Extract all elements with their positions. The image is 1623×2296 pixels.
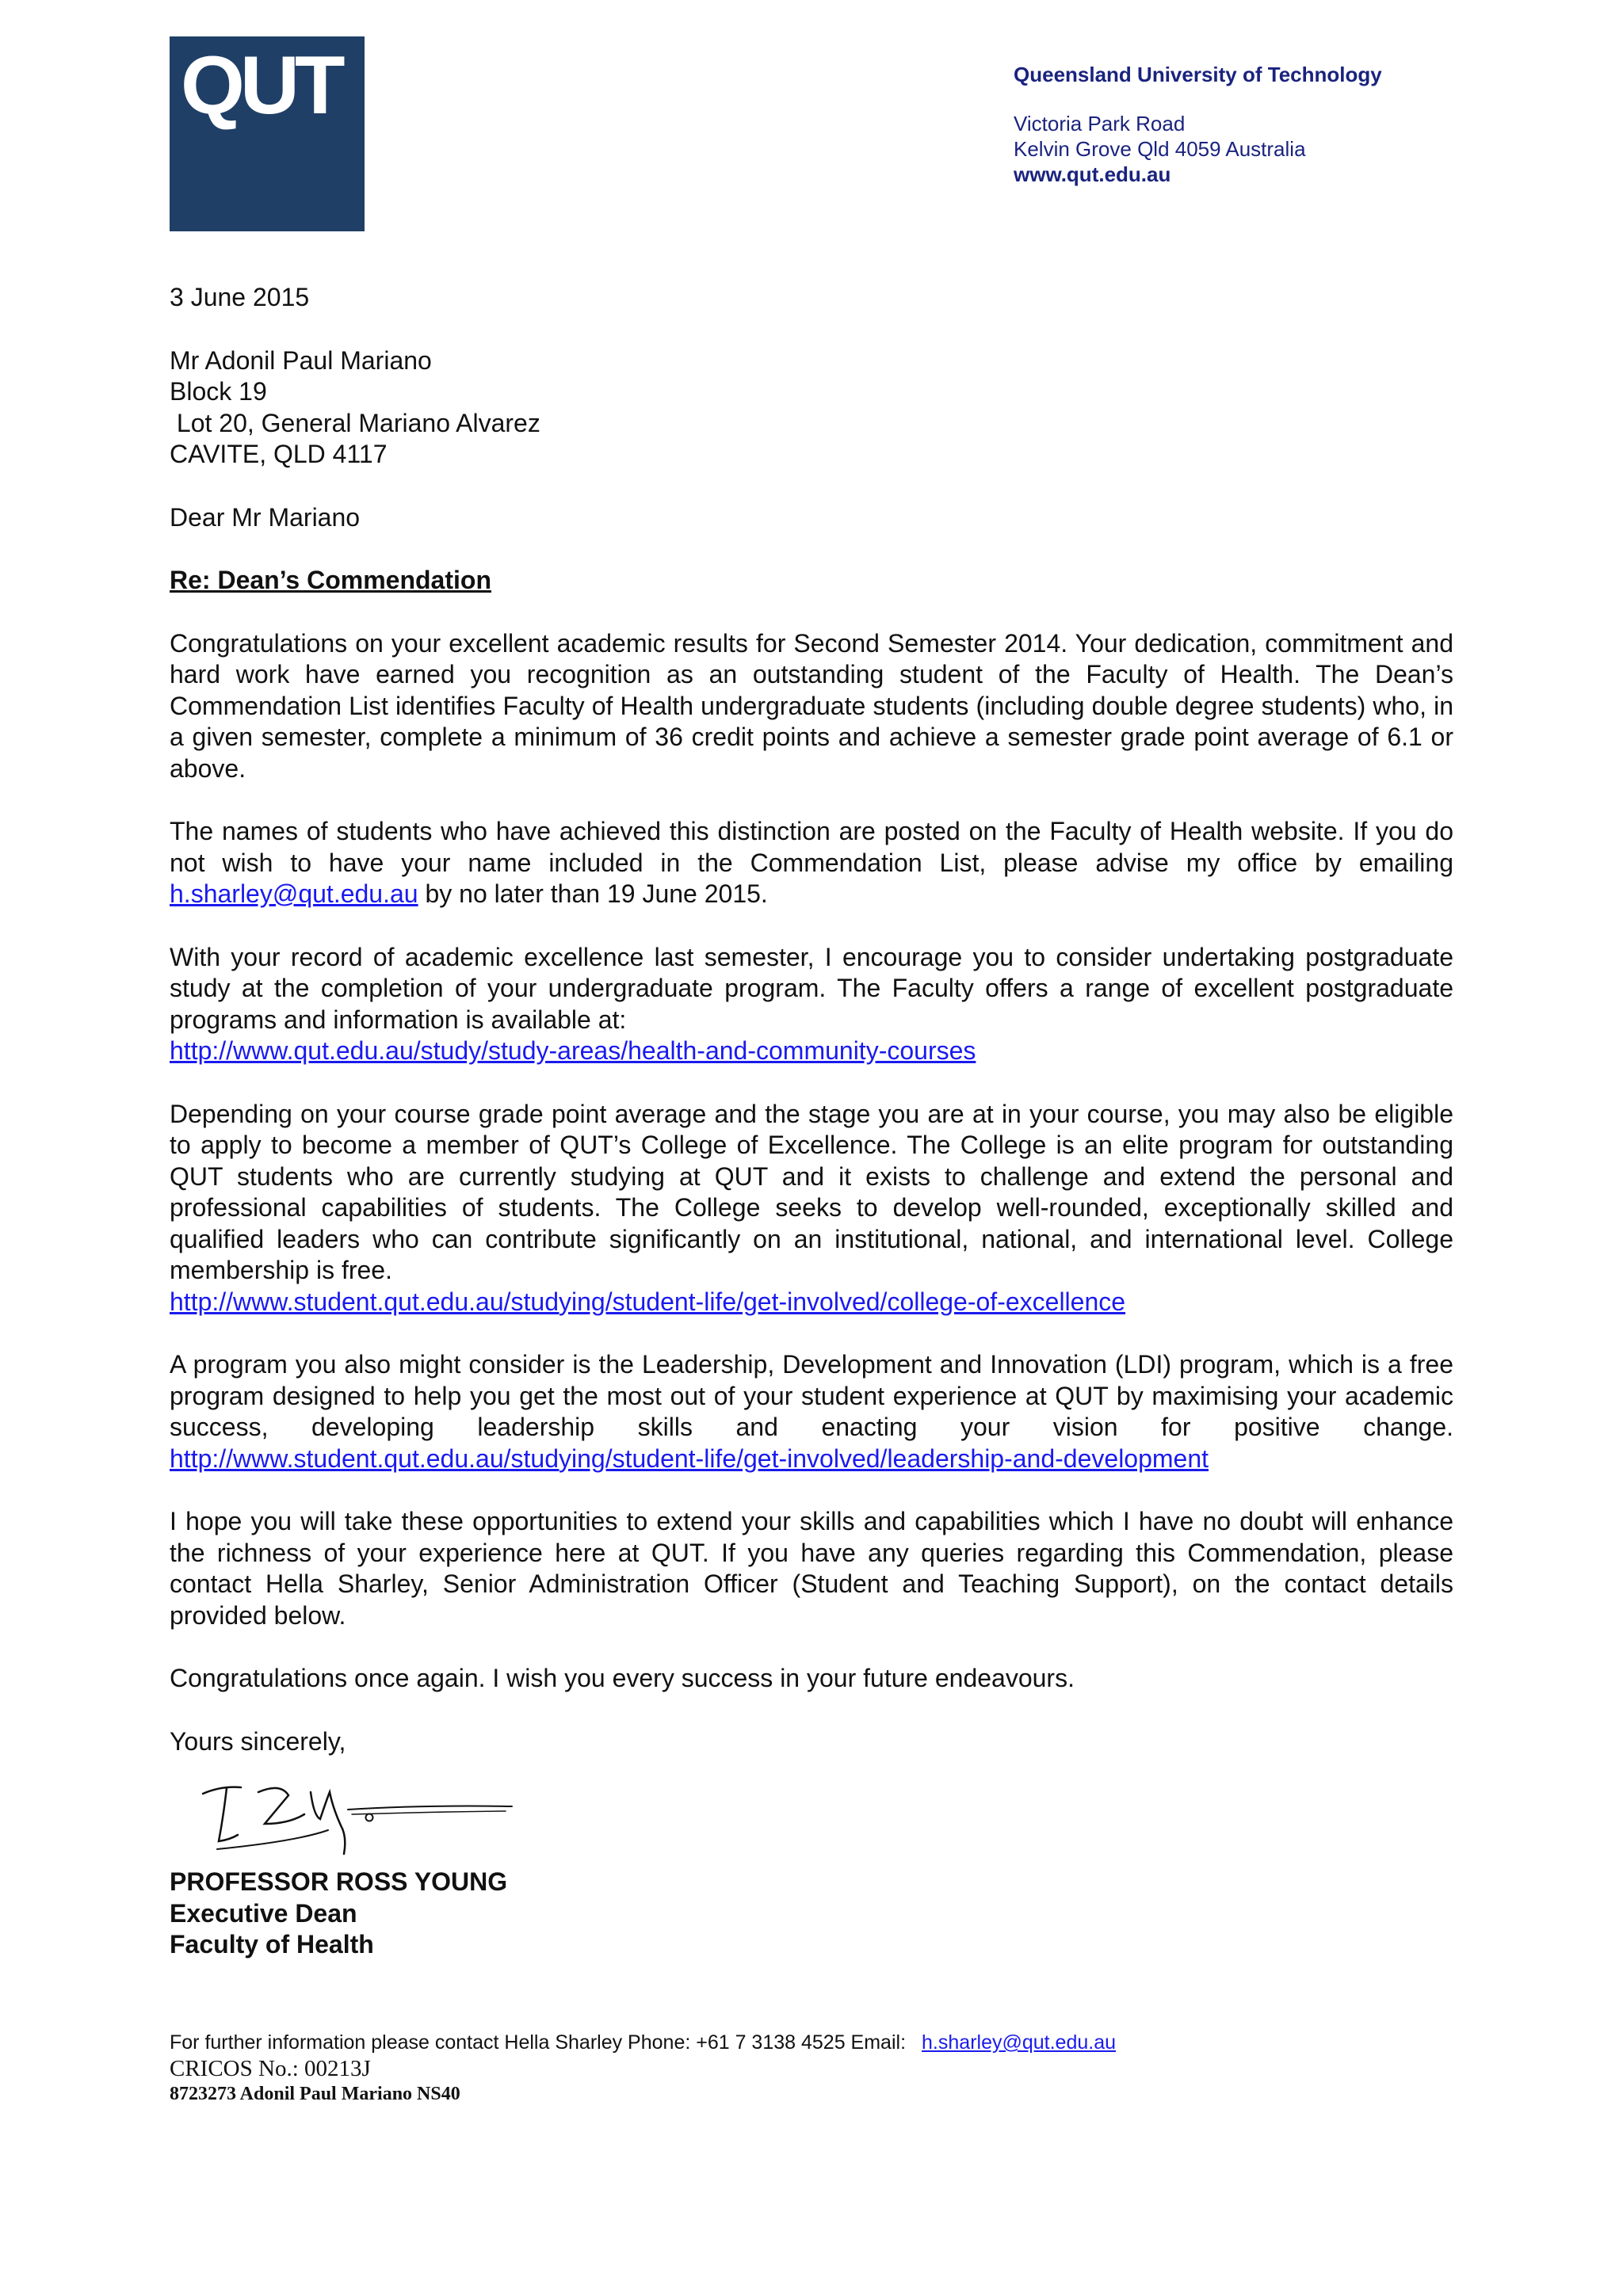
paragraph-4-link-line [170, 1287, 1453, 1318]
university-website: www.qut.edu.au [1014, 162, 1171, 186]
qut-logo-text: QUT [181, 40, 341, 132]
paragraph-7: Congratulations once again. I wish you every success in your future endeavours. [170, 1664, 1075, 1692]
paragraph-3: With your record of academic excellence last semester, I encourage you to consider undertaking postgraduate study at the completion of your undergraduate program. The Faculty offers a range of excellent postgraduate programs and information is available at: [170, 942, 1453, 1034]
paragraph-5-text: A program you also might consider is the Leadership, Development and Innovation (LDI) program, which is a free program designed to help you get the most out of your student experience at QUT by maximising your academic success, developing leadership skills and enacting your vision for positive change. [170, 1350, 1453, 1441]
qut-logo [170, 36, 365, 231]
leadership-development-link[interactable]: http://www.student.qut.edu.au/studying/student-life/get-involved/leadership-and-development [170, 1444, 1209, 1473]
handwritten-signature [185, 1768, 518, 1863]
address-line-1: Victoria Park Road [1014, 112, 1186, 135]
signatory-block [170, 1867, 1453, 1961]
university-name: Queensland University of Technology [1014, 63, 1382, 86]
signatory-title: Executive Dean [170, 1898, 357, 1928]
footer-contact-text: For further information please contact Hella Sharley Phone: +61 7 3138 4525 Email: [170, 2031, 907, 2054]
paragraph-6: I hope you will take these opportunities to extend your skills and capabilities which I have no doubt will enhance the richness of your experience here at QUT. If you have any queries regarding this Commendation, please contact Hella Sharley, Senior Administration Officer (Student and Teaching Support), on the contact details provided below. [170, 1507, 1453, 1630]
recipient-line-1: Block 19 [170, 377, 267, 406]
paragraph-2 [170, 816, 1453, 910]
signatory-name: PROFESSOR ROSS YOUNG [170, 1867, 508, 1896]
paragraph-3-link-line [170, 1035, 1453, 1067]
email-link[interactable]: h.sharley@qut.edu.au [170, 879, 418, 908]
letter-date: 3 June 2015 [170, 283, 310, 311]
health-courses-link[interactable]: http://www.qut.edu.au/study/study-areas/health-and-community-courses [170, 1036, 976, 1065]
paragraph-5 [170, 1349, 1453, 1474]
address-line-2: Kelvin Grove Qld 4059 Australia [1014, 137, 1306, 161]
closing: Yours sincerely, [170, 1726, 346, 1756]
recipient-name: Mr Adonil Paul Mariano [170, 345, 432, 375]
student-reference: 8723273 Adonil Paul Mariano NS40 [170, 2084, 460, 2104]
paragraph-4: Depending on your course grade point average and the stage you are at in your course, you may also be eligible to apply to become a member of QUT’s College of Excellence. The College is an elite program for outstanding QUT students who are currently studying at QUT and it exists to challenge and extend the personal and professional capabilities of students. The College seeks to develop well-rounded, exceptionally skilled and qualified leaders who can contribute significantly on an institutional, national, and international level. College membership is free. [170, 1099, 1453, 1284]
cricos-number: CRICOS No.: 00213J [170, 2056, 371, 2081]
recipient-line-2: Lot 20, General Mariano Alvarez [170, 408, 540, 437]
footer-email-link[interactable]: h.sharley@qut.edu.au [922, 2031, 1117, 2054]
footer-contact-line [170, 2030, 1517, 2055]
recipient-address [170, 345, 1453, 471]
subject-line: Re: Dean’s Commendation [170, 566, 491, 594]
college-of-excellence-link[interactable]: http://www.student.qut.edu.au/studying/student-life/get-involved/college-of-excellence [170, 1287, 1126, 1316]
salutation: Dear Mr Mariano [170, 502, 361, 532]
letter-footer [170, 2030, 1517, 2106]
letter-body [170, 282, 1453, 1961]
paragraph-2-text-before: The names of students who have achieved this distinction are posted on the Faculty of Health website. If you do not wish to have your name included in the Commendation List, please advise my office by emailing [170, 817, 1453, 877]
recipient-line-3: CAVITE, QLD 4117 [170, 440, 388, 468]
paragraph-1: Congratulations on your excellent academic results for Second Semester 2014. Your dedication, commitment and hard work have earned you recognition as an outstanding student of the Faculty of Health. The Dean’s Commendation List identifies Faculty of Health undergraduate students (including double degree students) who, in a given semester, complete a minimum of 36 credit points and achieve a semester grade point average of 6.1 or above. [170, 628, 1453, 783]
signatory-faculty: Faculty of Health [170, 1930, 374, 1958]
university-address-block [1014, 62, 1600, 187]
paragraph-2-text-after: by no later than 19 June 2015. [418, 879, 768, 908]
